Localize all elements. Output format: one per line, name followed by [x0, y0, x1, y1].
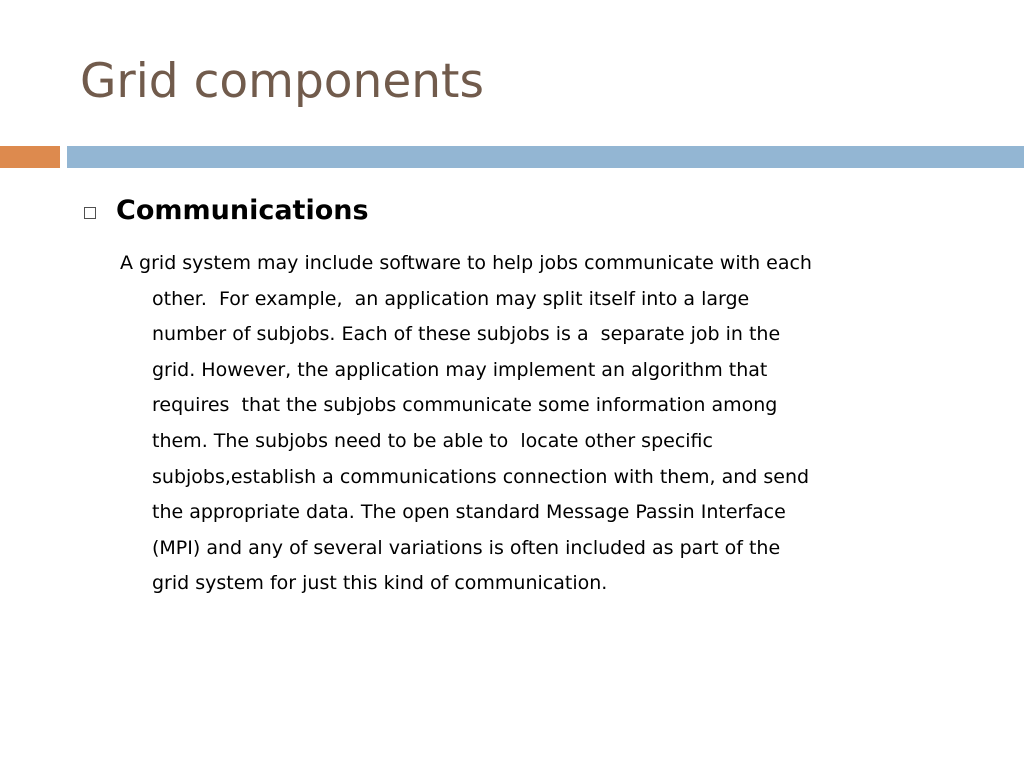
title-divider-bar — [67, 146, 1024, 168]
body-line: other. For example, an application may split itself into a large — [152, 287, 750, 310]
body-line: grid. However, the application may implement an algorithm that — [152, 358, 768, 381]
body-line: grid system for just this kind of communication. — [152, 572, 608, 595]
body-line: number of subjobs. Each of these subjobs is a separate job in the — [152, 323, 781, 346]
body-paragraph — [120, 246, 980, 602]
accent-bar — [0, 146, 60, 168]
bullet-heading: Communications — [116, 195, 369, 226]
body-line: (MPI) and any of several variations is often included as part of the — [152, 536, 781, 559]
hollow-square-bullet-icon — [84, 207, 96, 219]
body-line: A grid system may include software to help jobs communicate with each — [120, 252, 812, 274]
body-line: the appropriate data. The open standard Message Passin Interface — [152, 501, 786, 524]
body-line: them. The subjobs need to be able to locate other specific — [152, 429, 713, 452]
body-line: requires that the subjobs communicate some information among — [152, 394, 778, 417]
slide-title: Grid components — [80, 54, 484, 109]
body-line: subjobs,establish a communications connection with them, and send — [152, 465, 810, 488]
